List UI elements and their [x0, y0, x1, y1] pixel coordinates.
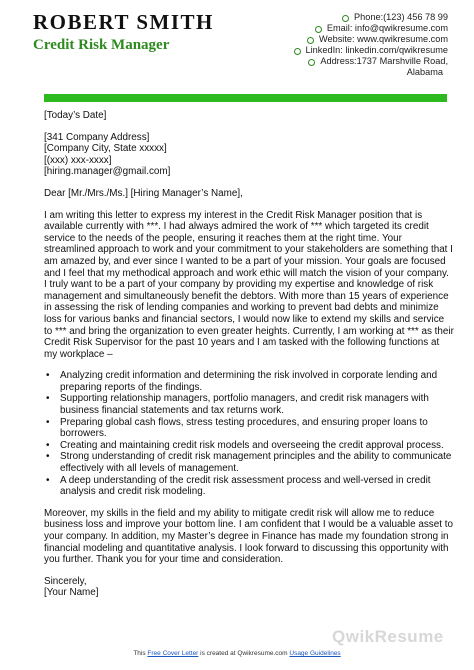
contact-phone-row: [248, 12, 448, 23]
list-item: • A deep understanding of the credit risk assessment process and well-versed in credit analysis and credit risk modeling.: [60, 475, 454, 498]
contact-address-line2: Alabama: [406, 67, 443, 78]
list-item: • Analyzing credit information and determining the risk involved in corporate lending and preparing reports of the findings.: [60, 370, 454, 393]
address-icon: [308, 59, 315, 66]
letter-date: [Today’s Date]: [44, 110, 107, 121]
closing: Sincerely,: [44, 575, 87, 587]
list-item: • Strong understanding of credit risk management principles and the ability to communicate effectively with all levels of management.: [60, 451, 454, 474]
recipient-email: [hiring.manager@gmail.com]: [44, 166, 171, 178]
contact-email-row: [248, 23, 448, 34]
linkedin-icon: [294, 48, 301, 55]
email-icon: [315, 26, 322, 33]
body-paragraph-1: I am writing this letter to express my interest in the Credit Risk Manager position that is available currently with ***. I had always admired the work of *** which targeted its credit service to the needs of the people, ensuring it reaches them at the right time. Your streamlined approach to work and your commitment to your stakeholders are something that I am amazed by, and ever since I wanted to be a part of your mission. Your goals are focused and I feel that my methodical approach and work ethic will match the vision of your company. I truly want to be a part of your company by providing my expertise and knowledge of risk management and simultaneously benefit the debtors. With more than 15 years of experience in assessing the risk of lending companies and working to prevent bad debts and minimize loss for various banks and financial sectors, I would now like to extend my skills and service to *** and bring the organization to even greater heights. Currently, I am working at *** as their Credit Risk Supervisor for the past 10 years and I am tasked with the following functions at my workplace –: [44, 209, 454, 360]
header-divider-bar: [44, 94, 447, 102]
job-title: Credit Risk Manager: [33, 37, 170, 53]
contact-linkedin-row: [248, 45, 448, 56]
contact-website-row: [248, 34, 448, 45]
phone-icon: [342, 15, 349, 22]
list-item: • Preparing global cash flows, stress testing procedures, and ensuring proper loans to borrowers.: [60, 417, 454, 440]
contact-address-row: [248, 56, 448, 67]
contact-address-line1: Address:1737 Marshville Road,: [320, 56, 448, 67]
footer: [0, 650, 474, 658]
list-item: • Creating and maintaining credit risk models and overseeing the credit approval process.: [60, 440, 454, 452]
signature-name: [Your Name]: [44, 587, 99, 599]
usage-guidelines-link[interactable]: Usage Guidelines: [289, 650, 341, 657]
responsibilities-list: [44, 370, 454, 498]
contact-phone: Phone:(123) 456 78 99: [354, 12, 448, 22]
recipient-city-state: [Company City, State xxxxx]: [44, 143, 167, 155]
letter-body: [44, 110, 454, 599]
recipient-address: [341 Company Address]: [44, 131, 150, 143]
watermark-logo: QwikResume: [332, 627, 444, 646]
free-cover-letter-link[interactable]: Free Cover Letter: [147, 650, 199, 657]
footer-middle: is created at Qwikresume.com: [198, 650, 290, 657]
footer-prefix: This: [133, 650, 148, 657]
contact-block: [248, 12, 448, 79]
body-paragraph-2: Moreover, my skills in the field and my ability to mitigate credit risk will allow me to reduce business loss and improve your bottom line. I am confident that I would be a valuable asset to your company. In addition, my Master’s degree in Finance has made my foundation strong in financial modeling and quantitative analysis. I look forward to discussing this opportunity with you further. Thank you for your time and consideration.: [44, 507, 453, 566]
contact-website[interactable]: Website: www.qwikresume.com: [318, 34, 448, 45]
recipient-phone: [(xxx) xxx-xxxx]: [44, 154, 112, 166]
list-item: • Supporting relationship managers, portfolio managers, and credit risk managers with business financial statements and tax returns work.: [60, 393, 454, 416]
salutation: Dear [Mr./Mrs./Ms.] [Hiring Manager’s Name],: [44, 187, 243, 199]
website-icon: [307, 37, 314, 44]
applicant-name: ROBERT SMITH: [33, 10, 214, 34]
contact-linkedin[interactable]: LinkedIn: linkedin.com/qwikresume: [305, 45, 448, 56]
contact-email[interactable]: Email: info@qwikresume.com: [326, 23, 448, 34]
